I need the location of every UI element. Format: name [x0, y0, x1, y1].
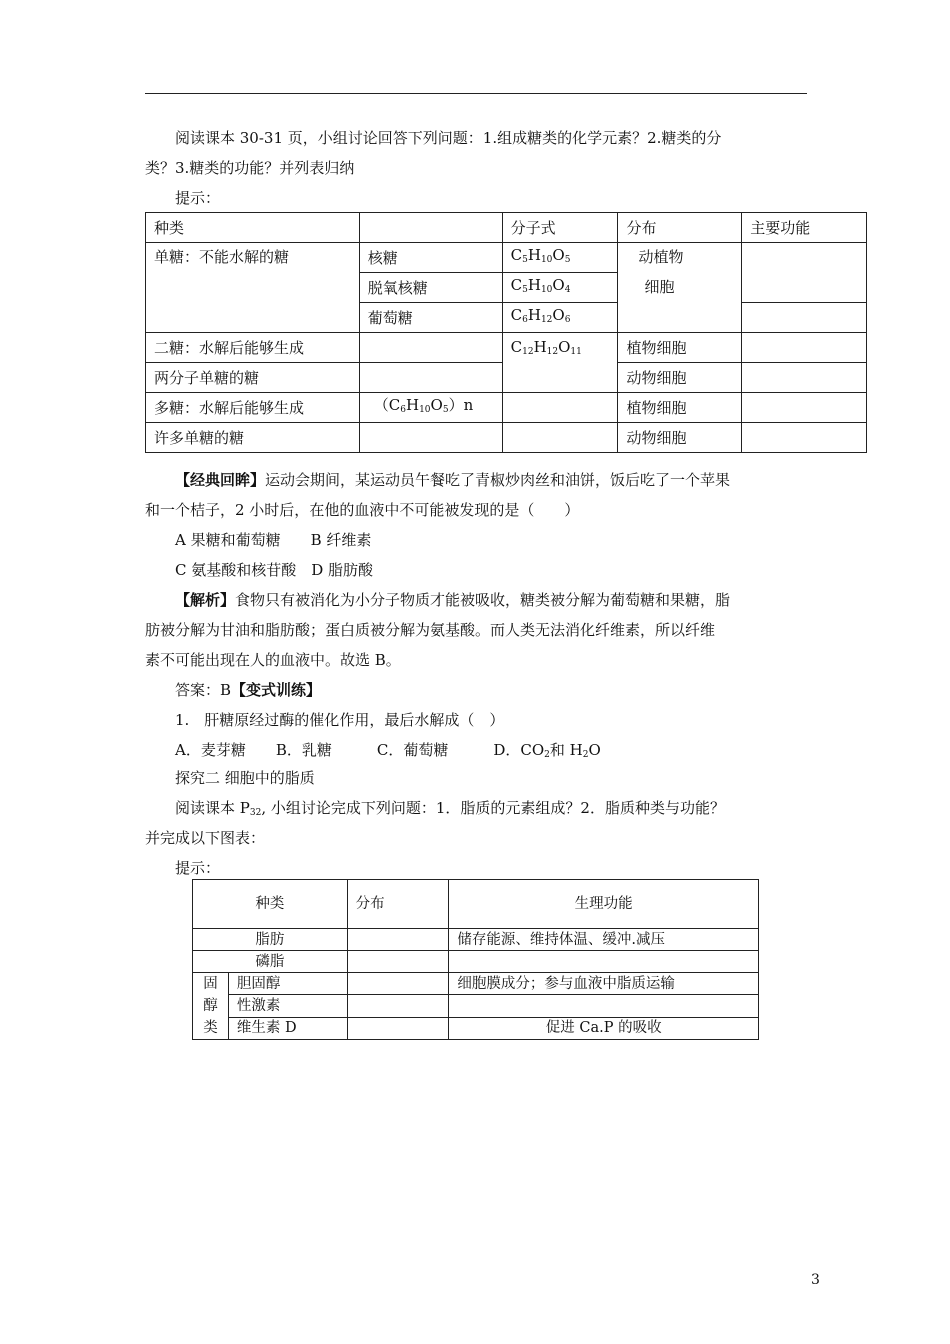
classic-line-2: 和一个桔子，2 小时后，在他的血液中不可能被发现的是（ ） [145, 501, 580, 519]
table-row [193, 973, 759, 995]
explore-2-line-1: 阅读课本 $P_{32}$, 小组讨论完成下列问题：1．脂质的元素组成？2．脂质种类与功能？ [175, 799, 725, 818]
intro-hint: 提示： [175, 189, 221, 207]
sugar-name: 核糖 [359, 243, 502, 273]
formula: $C_5H_{10}O_4$ [502, 273, 618, 303]
header-cell: 分布 [618, 213, 742, 243]
table-row [193, 929, 759, 951]
table-row [146, 423, 867, 453]
table-row [146, 243, 867, 273]
function-cell [742, 243, 867, 303]
sugar-table [145, 212, 867, 453]
header-rule [145, 93, 807, 94]
function-cell [742, 423, 867, 453]
explore-2-line-2: 并完成以下图表： [145, 829, 266, 847]
lipid-name: 性激素 [228, 995, 347, 1017]
page-number: 3 [811, 1272, 820, 1288]
lipid-function: 细胞膜成分；参与血液中脂质运输 [449, 973, 759, 995]
distribution: 植物细胞 [618, 393, 742, 423]
poly-label-1: 多糖：水解后能够生成 [146, 393, 360, 423]
formula: $C_5H_{10}O_5$ [502, 243, 618, 273]
lipid-distribution [347, 973, 449, 995]
table-row [193, 1017, 759, 1039]
table-row [146, 393, 867, 423]
function-cell [742, 333, 867, 363]
formula [502, 393, 618, 423]
sugar-name [359, 363, 502, 393]
formula: $(C_6H_{10}O_5)n$ [359, 393, 502, 423]
header-cell: 种类 [146, 213, 360, 243]
function-cell [742, 363, 867, 393]
intro-line-2: 类？3.糖类的功能？并列表归纳 [145, 159, 355, 177]
explore-2-title: 探究二 细胞中的脂质 [175, 769, 315, 787]
question-1-options: A．麦芽糖 B．乳糖 C．葡萄糖 D．$CO_2$和 $H_2O$ [175, 741, 601, 760]
di-label-1: 二糖：水解后能够生成 [146, 333, 360, 363]
explore-2-hint: 提示： [175, 859, 221, 877]
lipid-function [449, 951, 759, 973]
distribution: 动物细胞 [618, 423, 742, 453]
classic-option-c-d: C 氨基酸和核苷酸 D 脂肪酸 [175, 561, 374, 579]
question-1-stem: 1. 肝糖原经过酶的催化作用，最后水解成（ ） [175, 711, 505, 729]
lipid-name: 脂肪 [193, 929, 348, 951]
distribution: 植物细胞 [618, 333, 742, 363]
header-cell: 生理功能 [449, 880, 759, 929]
header-cell: 分布 [347, 880, 449, 929]
header-cell: 分子式 [502, 213, 618, 243]
poly-label-2: 许多单糖的糖 [146, 423, 360, 453]
analysis-line-2: 肪被分解为甘油和脂肪酸；蛋白质被分解为氨基酸。而人类无法消化纤维素，所以纤维 [145, 621, 716, 639]
function-cell [742, 393, 867, 423]
lipid-name: 磷脂 [193, 951, 348, 973]
lipid-function [449, 995, 759, 1017]
mono-distribution: 动植物 细胞 [618, 243, 742, 333]
table-row [193, 951, 759, 973]
analysis-line-1: 【解析】食物只有被消化为小分子物质才能被吸收，糖类被分解为葡萄糖和果糖，脂 [175, 591, 731, 609]
table-row [193, 995, 759, 1017]
sterol-group-label: 固 醇 类 [193, 973, 229, 1040]
function-cell [742, 303, 867, 333]
di-label-2: 两分子单糖的糖 [146, 363, 360, 393]
header-cell [359, 213, 502, 243]
mono-label: 单糖：不能水解的糖 [146, 243, 360, 333]
header-cell: 种类 [193, 880, 348, 929]
intro-line-1: 阅读课本 30-31 页，小组讨论回答下列问题：1.组成糖类的化学元素？2.糖类的分 [175, 129, 722, 147]
table-header-row [193, 880, 759, 929]
classic-line-1: 【经典回眸】运动会期间，某运动员午餐吃了青椒炒肉丝和油饼，饭后吃了一个苹果 [175, 471, 731, 489]
distribution: 动物细胞 [618, 363, 742, 393]
lipid-distribution [347, 995, 449, 1017]
lipid-function: 促进 Ca.P 的吸收 [449, 1017, 759, 1039]
header-cell: 主要功能 [742, 213, 867, 243]
analysis-line-3: 素不可能出现在人的血液中。故选 B。 [145, 651, 401, 669]
sugar-name [359, 333, 502, 363]
answer-line: 答案：B【变式训练】 [175, 681, 322, 699]
lipid-name: 维生素 D [228, 1017, 347, 1039]
lipid-distribution [347, 1017, 449, 1039]
lipid-distribution [347, 929, 449, 951]
lipid-table [192, 879, 759, 1040]
table-row [146, 333, 867, 363]
formula [502, 423, 618, 453]
sugar-name: 葡萄糖 [359, 303, 502, 333]
sugar-name: 脱氧核糖 [359, 273, 502, 303]
classic-option-a-b: A 果糖和葡萄糖 B 纤维素 [175, 531, 372, 549]
sugar-name [359, 423, 502, 453]
lipid-distribution [347, 951, 449, 973]
table-header-row [146, 213, 867, 243]
formula: $C_6H_{12}O_6$ [502, 303, 618, 333]
lipid-function: 储存能源、维持体温、缓冲.减压 [449, 929, 759, 951]
lipid-name: 胆固醇 [228, 973, 347, 995]
formula: $C_{12}H_{12}O_{11}$ [502, 333, 618, 393]
